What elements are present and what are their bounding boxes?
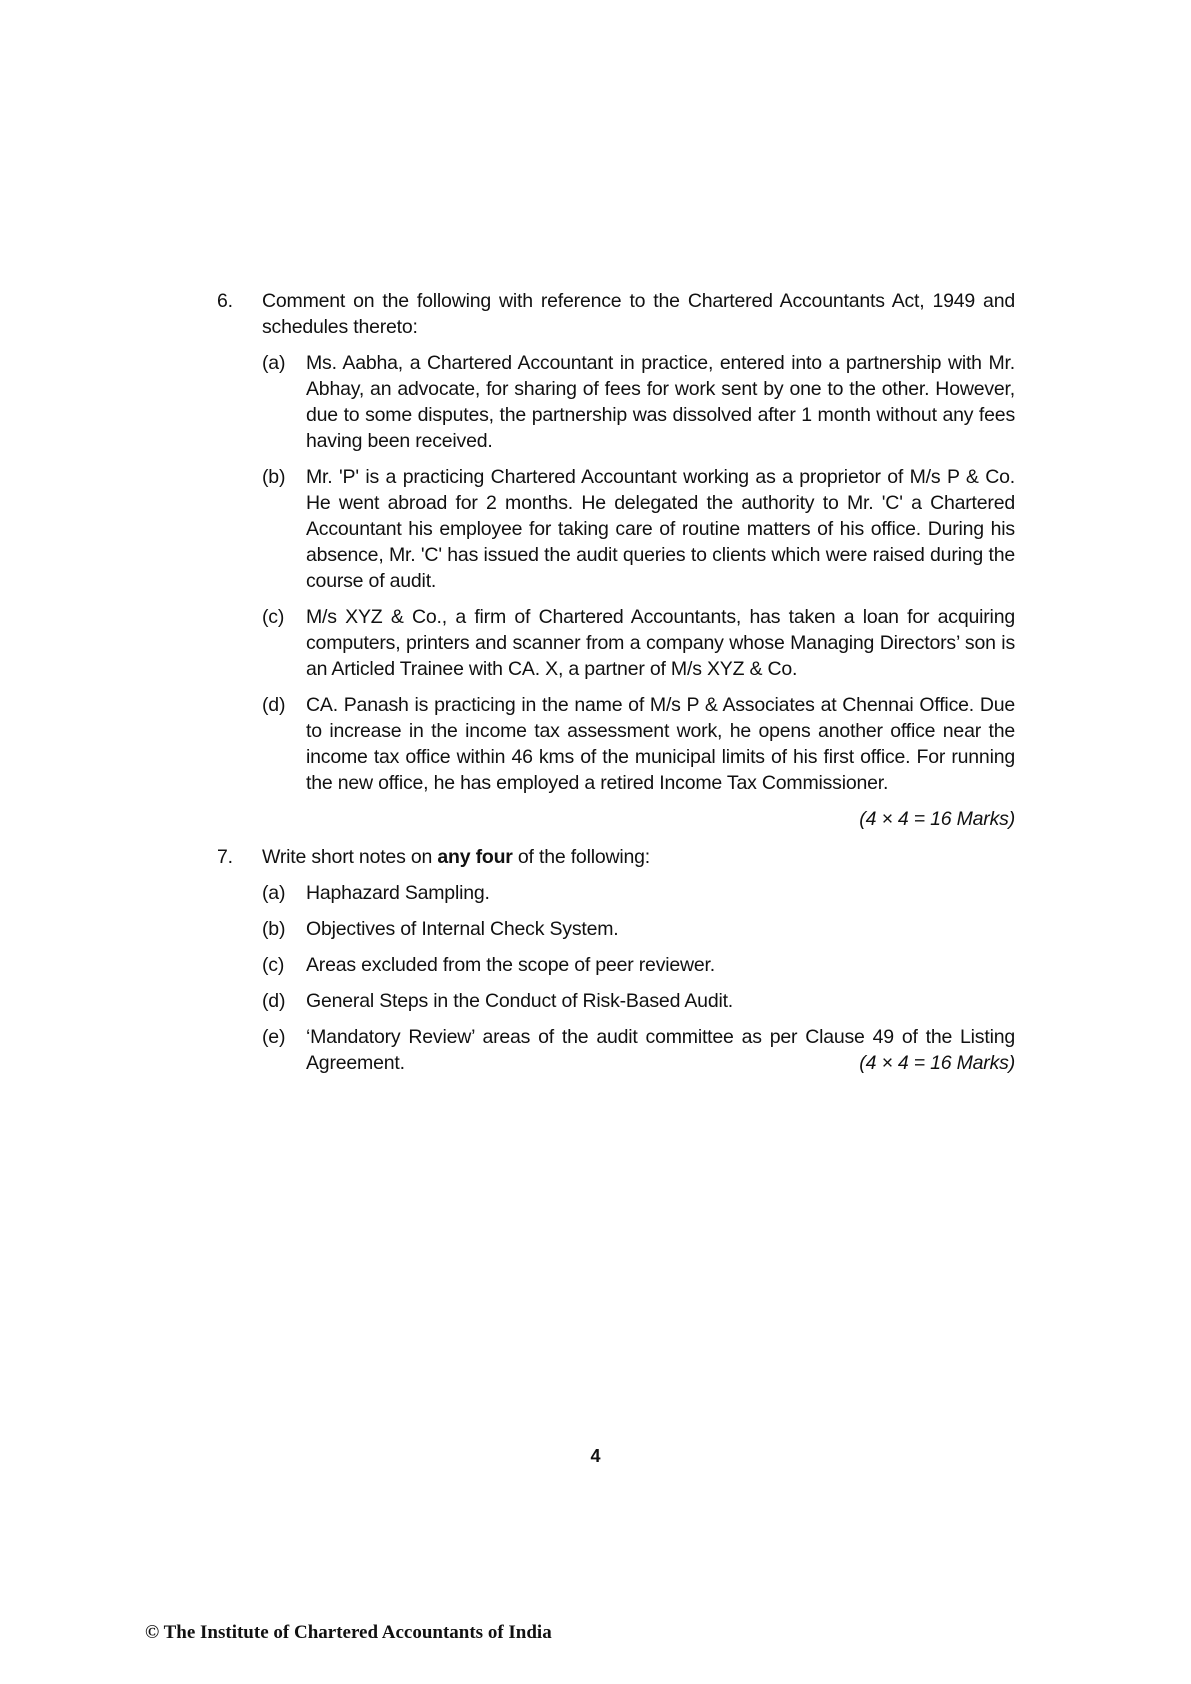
sub-question-label: (d) (262, 694, 286, 716)
sub-question-label: (a) (262, 352, 286, 374)
sub-question-text: Mr. 'P' is a practicing Chartered Accountant working as a proprietor of M/s P & Co. He went abroad for 2 months. He delegated the authority to Mr. 'C' a Chartered Accountant his employee for taking care of routine matters of his office. During his absence, Mr. 'C' has issued the audit queries to clients which were raised during the course of audit. (306, 466, 1015, 592)
sub-question-label: (b) (262, 918, 286, 940)
sub-question-7e (262, 1024, 1015, 1076)
question-number: 6. (217, 290, 233, 312)
sub-question-list (262, 350, 1015, 796)
sub-question-7c (262, 952, 1015, 978)
page-number: 4 (590, 1446, 601, 1466)
sub-question-text: General Steps in the Conduct of Risk-Based Audit. (306, 990, 734, 1012)
sub-question-label: (c) (262, 606, 285, 628)
sub-question-text-content: ‘Mandatory Review’ areas of the audit committee as per Clause 49 of the Listing Agreement. (306, 1026, 1015, 1074)
prompt-text: of the following: (512, 846, 651, 868)
sub-question-label: (d) (262, 990, 286, 1012)
sub-question-text: Areas excluded from the scope of peer reviewer. (306, 954, 715, 976)
question-6 (217, 288, 1015, 832)
sub-question-6b (262, 464, 1015, 594)
sub-question-text: Haphazard Sampling. (306, 882, 490, 904)
sub-question-label: (c) (262, 954, 285, 976)
sub-question-7d (262, 988, 1015, 1014)
marks-allocation: (4 × 4 = 16 Marks) (859, 808, 1015, 830)
sub-question-text: M/s XYZ & Co., a firm of Chartered Accountants, has taken a loan for acquiring computers, printers and scanner from a company whose Managing Directors’ son is an Articled Trainee with CA. X, a partner of M/s XYZ & Co. (306, 606, 1015, 680)
sub-question-7b (262, 916, 1015, 942)
sub-question-text: Objectives of Internal Check System. (306, 918, 619, 940)
marks-allocation: (4 × 4 = 16 Marks) (859, 1052, 1015, 1074)
question-prompt (262, 844, 1015, 870)
sub-question-label: (b) (262, 466, 286, 488)
prompt-emphasis: any four (437, 846, 513, 868)
sub-question-text (306, 1024, 1015, 1076)
sub-question-6d (262, 692, 1015, 796)
sub-question-label: (a) (262, 882, 286, 904)
copyright-footer: © The Institute of Chartered Accountants of India (145, 1622, 552, 1643)
sub-question-6c (262, 604, 1015, 682)
exam-page-body (217, 288, 1015, 1086)
sub-question-text: CA. Panash is practicing in the name of M/s P & Associates at Chennai Office. Due to increase in the income tax assessment work, he opens another office near the income tax office within 46 kms of the municipal limits of his first office. For running the new office, he has employed a retired Income Tax Commissioner. (306, 694, 1015, 794)
sub-question-list (262, 880, 1015, 1076)
sub-question-6a (262, 350, 1015, 454)
sub-question-7a (262, 880, 1015, 906)
sub-question-label: (e) (262, 1026, 286, 1048)
prompt-text: Write short notes on (262, 846, 438, 868)
sub-question-text: Ms. Aabha, a Chartered Accountant in practice, entered into a partnership with Mr. Abhay, an advocate, for sharing of fees for work sent by one to the other. However, due to some disputes, the partnership was dissolved after 1 month without any fees having been received. (306, 352, 1015, 452)
question-7 (217, 844, 1015, 1076)
question-prompt: Comment on the following with reference to the Chartered Accountants Act, 1949 and schedules thereto: (262, 290, 1015, 338)
question-number: 7. (217, 846, 233, 868)
